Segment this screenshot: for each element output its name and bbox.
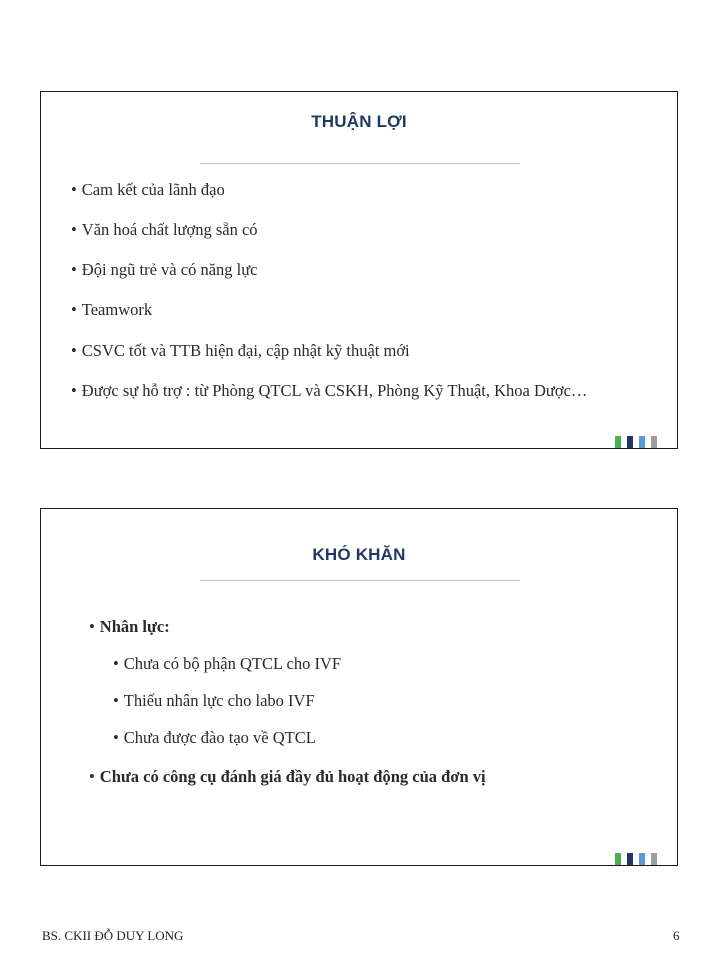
bullet-item <box>71 220 258 240</box>
bullet-item <box>71 180 225 200</box>
bullet-dot: • <box>113 654 119 673</box>
title-divider <box>200 580 520 581</box>
accent-bars-decoration <box>615 853 659 865</box>
bullet-item <box>89 767 486 787</box>
accent-bar-navy <box>627 436 633 448</box>
bullet-dot: • <box>71 260 77 279</box>
accent-bar-gray <box>651 853 657 865</box>
bullet-item <box>71 300 152 320</box>
slide-title: THUẬN LỢI <box>311 112 407 131</box>
sub-bullet-item <box>113 728 316 748</box>
bullet-text: Chưa được đào tạo về QTCL <box>123 728 316 747</box>
accent-bars-decoration <box>615 436 659 448</box>
bullet-text: Teamwork <box>81 300 153 319</box>
slide-kho-khan <box>40 508 678 866</box>
accent-bar-navy <box>627 853 633 865</box>
bullet-dot: • <box>71 341 77 360</box>
bullet-dot: • <box>71 180 77 199</box>
bullet-text: CSVC tốt và TTB hiện đại, cập nhật kỹ thuật mới <box>81 341 410 360</box>
bullet-item <box>71 260 258 280</box>
accent-bar-green <box>615 436 621 448</box>
accent-bar-blue <box>639 436 645 448</box>
bullet-item <box>71 381 587 401</box>
slide-thuan-loi <box>40 91 678 449</box>
accent-bar-gray <box>651 436 657 448</box>
sub-bullet-item <box>113 654 341 674</box>
bullet-dot: • <box>71 300 77 319</box>
bullet-text: Nhân lực: <box>99 617 170 636</box>
sub-bullet-item <box>113 691 315 711</box>
bullet-text: Thiếu nhân lực cho labo IVF <box>123 691 315 710</box>
slide-title: KHÓ KHĂN <box>312 545 406 564</box>
bullet-text: Chưa có công cụ đánh giá đầy đủ hoạt động của đơn vị <box>99 767 486 786</box>
bullet-dot: • <box>71 220 77 239</box>
bullet-item <box>89 617 170 637</box>
accent-bar-green <box>615 853 621 865</box>
bullet-dot: • <box>89 617 95 636</box>
footer-author: BS. CKII ĐỖ DUY LONG <box>42 928 184 943</box>
page-number: 6 <box>673 928 680 943</box>
bullet-dot: • <box>113 728 119 747</box>
accent-bar-blue <box>639 853 645 865</box>
title-divider <box>200 163 520 164</box>
bullet-text: Đội ngũ trẻ và có năng lực <box>81 260 258 279</box>
bullet-item <box>71 341 410 361</box>
bullet-dot: • <box>71 381 77 400</box>
bullet-text: Cam kết của lãnh đạo <box>81 180 225 199</box>
bullet-text: Văn hoá chất lượng sẵn có <box>81 220 258 239</box>
bullet-text: Được sự hỗ trợ : từ Phòng QTCL và CSKH, Phòng Kỹ Thuật, Khoa Dược… <box>81 381 588 400</box>
bullet-text: Chưa có bộ phận QTCL cho IVF <box>123 654 342 673</box>
bullet-dot: • <box>89 767 95 786</box>
bullet-dot: • <box>113 691 119 710</box>
